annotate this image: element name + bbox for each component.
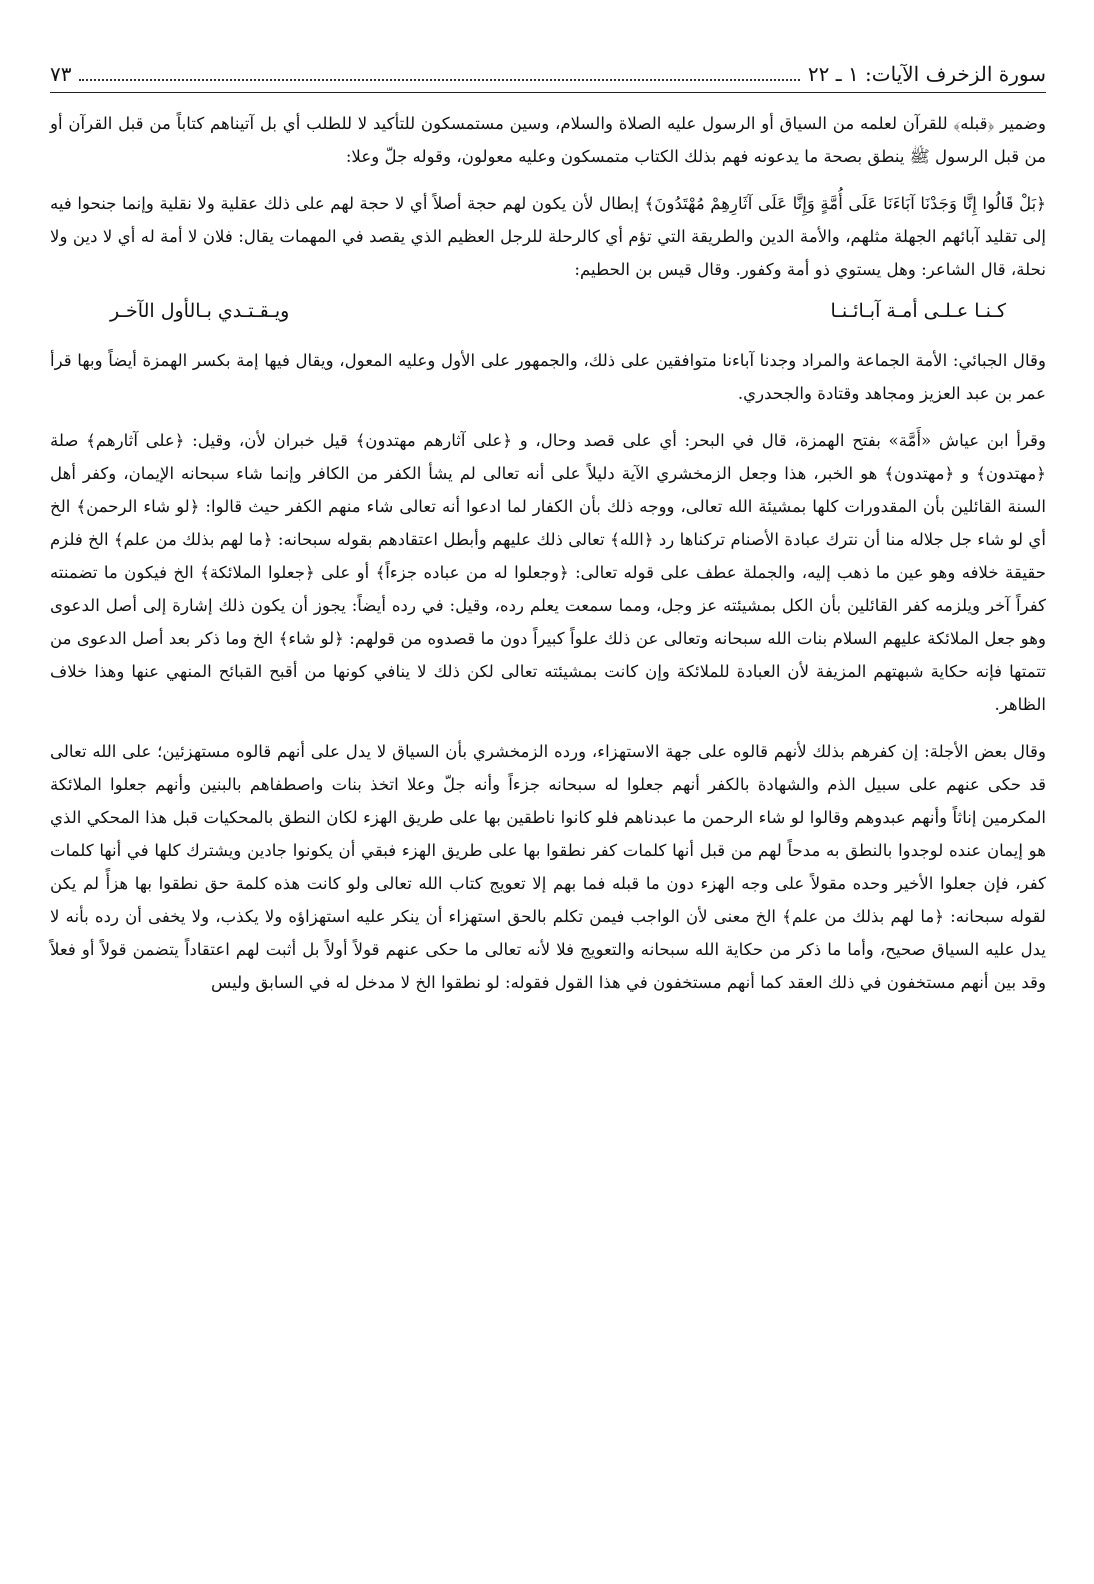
header-title: سورة الزخرف الآيات: ١ ـ ٢٢ xyxy=(807,62,1046,86)
verse-second-hemistich: ويـقـتـدي بـالأول الآخـر xyxy=(110,300,290,322)
running-header xyxy=(50,62,1046,93)
paragraph: وضمير ﴿قبله﴾ للقرآن لعلمه من السياق أو الرسول عليه الصلاة والسلام، وسين مستمسكون للتأكيد لا للطلب أي بل آتيناهم كتاباً من قبل القرآن أو من قبل الرسول ﷺ ينطق بصحة ما يدعونه فهم بذلك الكتاب متمسكون وعليه معولون، وقوله جلّ وعلا: xyxy=(50,114,1046,166)
paragraph: وقرأ ابن عياش «أَمَّة» بفتح الهمزة، قال في البحر: أي على قصد وحال، و ﴿على آثارهم مهتدون﴾ قيل خبران لأن، وقيل: ﴿على آثارهم﴾ صلة ﴿مهتدون﴾ و ﴿مهتدون﴾ هو الخبر، هذا وجعل الزمخشري الآية دليلاً على أنه تعالى لم يشأ الكفر من الكافر وإنما شاء سبحانه الإيمان، وكفر أهل السنة القائلين بأن المقدورات كلها بمشيئة الله تعالى، ووجه ذلك بأن الكفار لما ادعوا أنه تعالى شاء منهم الكفر حيث قالوا: ﴿لو شاء الرحمن﴾ الخ أي لو شاء جل جلاله منا أن نترك عبادة الأصنام تركناها رد ﴿الله﴾ تعالى ذلك عليهم وأبطل اعتقادهم بقوله سبحانه: ﴿ما لهم بذلك من علم﴾ الخ فلزم حقيقة خلافه وهو عين ما ذهب إليه، والجملة عطف على قوله تعالى: ﴿وجعلوا له من عباده جزءاً﴾ أو على ﴿جعلوا الملائكة﴾ الخ فيكون ما تضمنته كفراً آخر ويلزمه كفر القائلين بأن الكل بمشيئته عز وجل، ومما سمعت يعلم رده، وقيل: في رده أيضاً: يجوز أن يكون ذلك إشارة إلى أصل الدعوى وهو جعل الملائكة عليهم السلام بنات الله سبحانه وتعالى عن ذلك علواً كبيراً دون ما قصدوه من قولهم: ﴿لو شاء﴾ الخ وما ذكر بعد أصل الدعوى من تتمتها فإنه حكاية شبهتهم المزيفة لأن العبادة للملائكة وإن كانت بمشيئته تعالى لكن ذلك لا ينافي كونها من أقبح القبائح المنهي عنها وهذا خلاف الظاهر. xyxy=(50,431,1046,714)
paragraph: وقال الجبائي: الأمة الجماعة والمراد وجدنا آباءنا متوافقين على ذلك، والجمهور على الأول وعليه المعول، ويقال فيها إمة بكسر الهمزة أيضاً وبها قرأ عمر بن عبد العزيز ومجاهد وقتادة والجحدري. xyxy=(50,351,1046,403)
paragraph: ﴿بَلْ قَالُوا إِنَّا وَجَدْنَا آبَاءَنَا عَلَى أُمَّةٍ وَإِنَّا عَلَى آثَارِهِمْ مُهْتَدُونَ﴾ إبطال لأن يكون لهم حجة أصلاً أي لا حجة لهم على ذلك عقلية ولا نقلية وإنما جنحوا فيه إلى تقليد آبائهم الجهلة مثلهم، والأمة الدين والطريقة التي تؤم أي كالرحلة للرجل العظيم الذي يقصد في المهمات يقال: فلان لا أمة له أي لا دين ولا نحلة، قال الشاعر: وهل يستوي ذو أمة وكفور. وقال قيس بن الحطيم: xyxy=(50,194,1046,279)
poetry-verse xyxy=(110,300,1006,322)
verse-first-hemistich: كـنـا عـلـى أمـة آبـائـنـا xyxy=(830,300,1006,322)
document-page xyxy=(50,62,1046,1013)
paragraph: وقال بعض الأجلة: إن كفرهم بذلك لأنهم قالوه على جهة الاستهزاء، ورده الزمخشري بأن السياق لا يدل على أنهم قالوه مستهزئين؛ على الله تعالى قد حكى عنهم على سبيل الذم والشهادة بالكفر أنهم جعلوا له سبحانه جزءاً وأنه جلّ وعلا اتخذ بنات واصطفاهم بالبنين وأنهم جعلوا الملائكة المكرمين إناثاً وأنهم عبدوهم وقالوا لو شاء الرحمن ما عبدناهم فلو كانوا ناطقين بها على طريق الهزء لكان النطق بالمحكيات قبل هذا المحكي الذي هو إيمان عنده لوجدوا بالنطق به مدحاً لهم من قبل أنها كلمات كفر نطقوا بها على طريق الهزء فبقي أن يكونوا جادين ويشترك كلها في أنها كلمات كفر، فإن جعلوا الأخير وحده مقولاً على وجه الهزء دون ما قبله فما بهم إلا تعويج كتاب الله تعالى ولو كانت هذه كلمة حق نطقوا بها هزأً لم يكن لقوله سبحانه: ﴿ما لهم بذلك من علم﴾ الخ معنى لأن الواجب فيمن تكلم بالحق استهزاء أن ينكر عليه استهزاؤه ولا يكذب، ولا يخفى أن رده بأنه لا يدل عليه السياق صحيح، وأما ما ذكر من حكاية الله سبحانه والتعويج فلا لأنه تعالى ما حكى عنهم قولاً أولاً بل أثبت لهم اعتقاداً يتضمن قولاً أو فعلاً وقد بين أنهم مستخفون في ذلك العقد كما أنهم مستخفون في هذا القول فقوله: لو نطقوا الخ لا مدخل له في السابق وليس xyxy=(50,742,1046,992)
page-number: ٧٣ xyxy=(50,62,72,86)
header-dot-leader xyxy=(79,78,799,81)
